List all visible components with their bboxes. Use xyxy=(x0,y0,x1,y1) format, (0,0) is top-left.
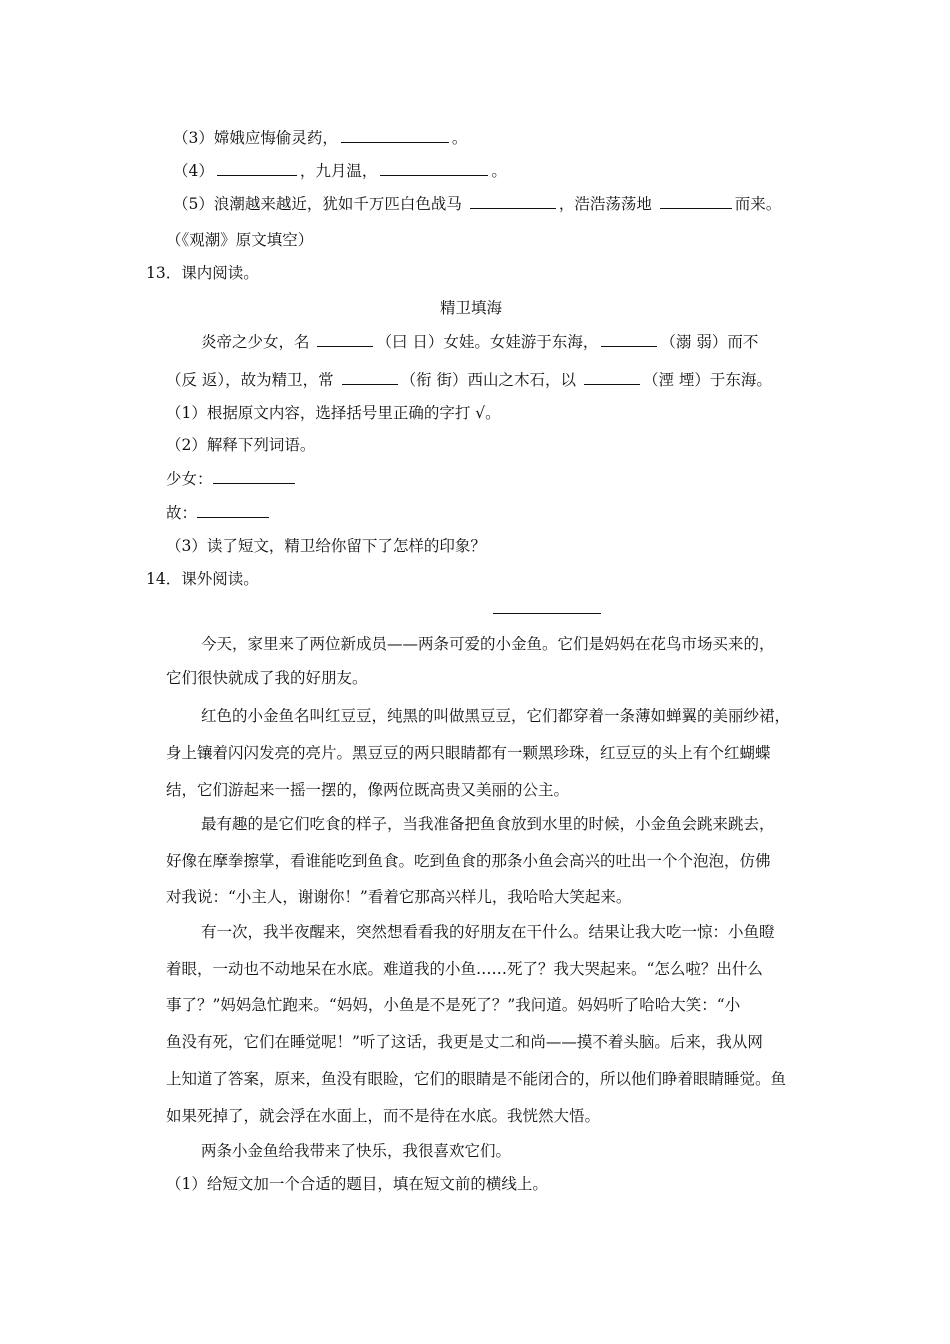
passage-line: 着眼，一动也不动地呆在水底。难道我的小鱼……死了？我大哭起来。“怎么啦？出什么 xyxy=(166,960,763,978)
term-shaonv: 少女： xyxy=(166,468,298,490)
question-14-heading: 14．课外阅读。 xyxy=(146,570,259,588)
q12-note: （《观潮》原文填空） xyxy=(166,231,314,249)
passage-line-2: （反 返），故为精卫，常 （衔 街）西山之木石，以 （湮 堙）于东海。 xyxy=(166,371,772,389)
passage-line-1: 炎帝之少女，名 （曰 日）女娃。女娃游于东海， （溺 弱）而不 xyxy=(201,333,759,351)
passage-line: 最有趣的是它们吃食的样子，当我准备把鱼食放到水里的时候，小金鱼会跳来跳去， xyxy=(201,815,775,833)
passage-line: 如果死掉了，就会浮在水面上，而不是待在水底。我恍然大悟。 xyxy=(166,1107,601,1125)
passage-line: 结，它们游起来一摇一摆的，像两位既高贵又美丽的公主。 xyxy=(166,781,570,799)
passage-title: 精卫填海 xyxy=(440,299,503,317)
passage-line: 好像在摩拳擦掌，看谁能吃到鱼食。吃到鱼食的那条小鱼会高兴的吐出一个个泡泡，仿佛 xyxy=(166,852,771,870)
item-text: 浪潮越来越近，犹如千万匹白色战马 xyxy=(213,195,462,213)
item-text: 嫦娥应悔偷灵药， xyxy=(213,129,338,147)
sub-question-3: （3）读了短文，精卫给你留下了怎样的印象？ xyxy=(166,537,486,555)
answer-blank[interactable] xyxy=(584,370,640,385)
answer-blank[interactable] xyxy=(217,161,297,176)
answer-blank[interactable] xyxy=(601,332,657,347)
item-number: （4） xyxy=(173,162,214,180)
passage-line: 上知道了答案，原来，鱼没有眼睑，它们的眼睛是不能闭合的，所以他们睁着眼睛睡觉。鱼 xyxy=(166,1070,787,1088)
item-text: 而来。 xyxy=(734,195,782,213)
sub-question-1: （1）根据原文内容，选择括号里正确的字打 √。 xyxy=(166,404,501,422)
passage-line: 它们很快就成了我的好朋友。 xyxy=(166,669,368,687)
answer-blank[interactable] xyxy=(213,469,295,484)
sub-question-2: （2）解释下列词语。 xyxy=(166,436,316,454)
answer-blank[interactable] xyxy=(197,503,269,518)
q12-item-3 xyxy=(173,127,467,149)
item-number: （5） xyxy=(173,195,214,213)
item-text: ，浩浩荡荡地 xyxy=(558,195,652,213)
q12-item-4 xyxy=(173,160,507,182)
answer-blank[interactable] xyxy=(380,161,488,176)
sub-question-1: （1）给短文加一个合适的题目，填在短文前的横线上。 xyxy=(166,1175,548,1193)
question-13-heading: 13．课内阅读。 xyxy=(146,264,259,282)
passage-line: 鱼没有死，它们在睡觉呢！”听了这话，我更是丈二和尚——摸不着头脑。后来，我从网 xyxy=(166,1033,763,1051)
answer-blank[interactable] xyxy=(470,194,556,209)
term-gu: 故： xyxy=(166,502,272,524)
passage-line: 今天，家里来了两位新成员——两条可爱的小金鱼。它们是妈妈在花鸟市场买来的， xyxy=(201,635,775,653)
item-text: 。 xyxy=(451,129,468,147)
answer-blank[interactable] xyxy=(342,370,398,385)
q12-item-5 xyxy=(173,193,781,215)
passage-line: 身上镶着闪闪发亮的亮片。黑豆豆的两只眼睛都有一颗黑珍珠，红豆豆的头上有个红蝴蝶 xyxy=(166,744,771,762)
item-text: ，九月温， xyxy=(299,162,378,180)
passage-line: 事了？”妈妈急忙跑来。“妈妈，小鱼是不是死了？”我问道。妈妈听了哈哈大笑：“小 xyxy=(166,996,741,1014)
item-text: 。 xyxy=(491,162,507,180)
item-number: （3） xyxy=(173,129,214,147)
answer-blank[interactable] xyxy=(317,332,373,347)
title-answer-line[interactable] xyxy=(493,613,601,614)
passage-line: 有一次，我半夜醒来，突然想看看我的好朋友在干什么。结果让我大吃一惊：小鱼瞪 xyxy=(201,923,775,941)
passage-line: 两条小金鱼给我带来了快乐，我很喜欢它们。 xyxy=(201,1142,512,1160)
passage-line: 红色的小金鱼名叫红豆豆，纯黑的叫做黑豆豆，它们都穿着一条薄如蝉翼的美丽纱裙， xyxy=(201,707,791,725)
answer-blank[interactable] xyxy=(660,194,732,209)
passage-line: 对我说：“小主人，谢谢你！”看着它那高兴样儿，我哈哈大笑起来。 xyxy=(166,888,632,906)
answer-blank[interactable] xyxy=(341,128,449,143)
